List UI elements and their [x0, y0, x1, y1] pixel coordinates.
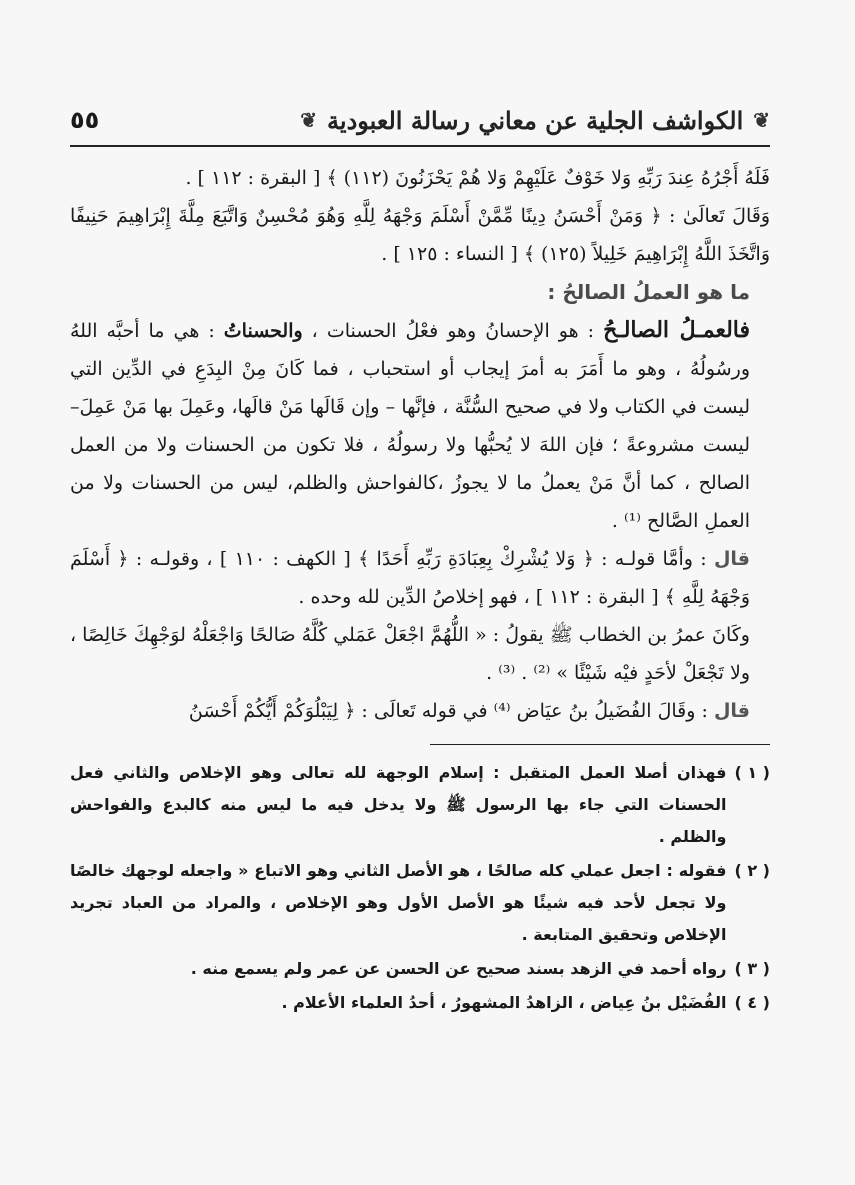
footnote-text: فهذان أصلا العمل المتقبل : إسلام الوجهة لله تعالى وهو الإخلاص والثاني فعل الحسنات التي جاء بها الرسول ﷺ ولا يدخل فيه ما ليس منه كالبدع والفواحش والظلم .: [70, 763, 727, 846]
verse-line-2: وَقَالَ تَعالَىٰ : ﴿ وَمَنْ أَحْسَنُ دِينًا مِّمَّنْ أَسْلَمَ وَجْهَهُ لِلَّهِ وَهُوَ مُحْسِنٌ وَاتَّبَعَ مِلَّةَ إِبْرَاهِيمَ حَنِيفًا وَاتَّخَذَ اللَّهُ إِبْرَاهِيمَ خَلِيلاً (١٢٥) ﴾ [ النساء : ١٢٥ ] .: [70, 205, 770, 265]
para-text: : هو الإحسانُ وهو فعْلُ الحسنات ،: [302, 320, 604, 342]
paragraph-umar: وكَانَ عمرُ بن الخطاب ﷺ يقولُ : « اللُّهُمَّ اجْعَلْ عَمَلي كُلَّهُ صَالحًا وَاجْعَلْهُ لوَجْهِكَ خَالِصًا ، ولا تَجْعَلْ لأحَدٍ فيْه شَيْئًا » ⁽²⁾ . ⁽³⁾ .: [69, 624, 750, 684]
ornament-icon: ❦: [753, 108, 770, 132]
term-hasanat: والحسناتُ: [223, 320, 303, 342]
footnote: [70, 757, 770, 853]
footnote-text: الفُضَيْل بنُ عِياض ، الزاهدُ المشهورُ ، أحدُ العلماء الأعلام .: [281, 993, 727, 1012]
lead-term: فالعمـلُ الصالـحُ: [603, 317, 751, 343]
running-title: [300, 106, 770, 135]
paragraph-qal-2: [70, 692, 770, 730]
footnote-text: رواه أحمد في الزهد بسند صحيح عن الحسن عن عمر ولم يسمع منه .: [190, 959, 727, 978]
footnote-number: ( ١ ): [734, 763, 770, 782]
para-text: : وأمَّا قولـه : ﴿ وَلا يُشْرِكْ بِعِبَادَةِ رَبِّهِ أَحَدًا ﴾ [ الكهف : ١١٠ ] ، وقولـه : ﴿ أَسْلَمَ وَجْهَهُ لِلَّهِ ﴾ [ البقرة : ١١٢ ] ، فهو إخلاصُ الدِّين لله وحده .: [70, 548, 750, 608]
book-title: الكواشف الجلية عن معاني رسالة العبودية: [327, 105, 744, 135]
footnote-number: ( ٣ ): [734, 959, 770, 978]
para-text: : وقَالَ الفُضَيلُ بنُ عيَاض ⁽⁴⁾ في قوله تَعالَى : ﴿ لِيَبْلُوَكُمْ أَيُّكُمْ أَحْسَنُ: [188, 700, 714, 722]
footnote-number: ( ٢ ): [734, 861, 770, 880]
footnote-divider: [430, 744, 770, 745]
page-header: [70, 95, 770, 147]
footnote-text: فقوله : اجعل عملي كله صالحًا ، هو الأصل الثاني وهو الاتباع « واجعله لوجهك خالصًا ولا تجعل لأحد فيه شيئًا هو الأصل الأول وهو الإخلاص ، والمراد من العباد تجريد الإخلاص وتحقيق المتابعة .: [70, 861, 727, 944]
footnote-number: ( ٤ ): [734, 993, 770, 1012]
verse-line-1: فَلَهُ أَجْرُهُ عِندَ رَبِّهِ وَلا خَوْفٌ عَلَيْهِمْ وَلا هُمْ يَحْزَنُونَ (١١٢) ﴾ [ البقرة : ١١٢ ] .: [185, 167, 770, 189]
qal-label: قال: [713, 700, 750, 722]
paragraph-qal-1: [70, 540, 770, 616]
qal-label: قال: [713, 548, 750, 570]
footnote: [70, 953, 770, 985]
footnote: [70, 987, 770, 1019]
paragraph-definition: [70, 311, 770, 540]
section-heading: ما هو العملُ الصالحُ :: [547, 280, 750, 304]
page-number: ٥٥: [70, 106, 100, 134]
footnote: [70, 855, 770, 951]
ornament-icon: ❦: [300, 108, 318, 132]
para-text: : هي ما أحبَّه اللهُ ورسُولُهُ ، وهو ما أَمَرَ به أمرَ إيجاب أو استحباب ، فما كَانَ مِنْ البِدَعِ في الدِّين التي ليست في الكتاب ولا في صحيح السُّنَّة ، فإنَّها – وإن قَالَها مَنْ قالَها، وعَمِلَ بها مَنْ عَمِلَ– ليست مشروعةً ؛ فإن اللهَ لا يُحبُّها ولا رسولُهُ ، فلا تكون من الحسنات ولا من العمل الصالح ، كما أنَّ مَنْ يعملُ ما لا يجوزُ ،كالفواحش والظلم، ليس من الحسنات ولا من العملِ الصَّالح ⁽¹⁾ .: [70, 320, 750, 532]
page-content: [70, 95, 770, 1021]
main-text: [70, 159, 770, 730]
footnotes: [70, 757, 770, 1019]
